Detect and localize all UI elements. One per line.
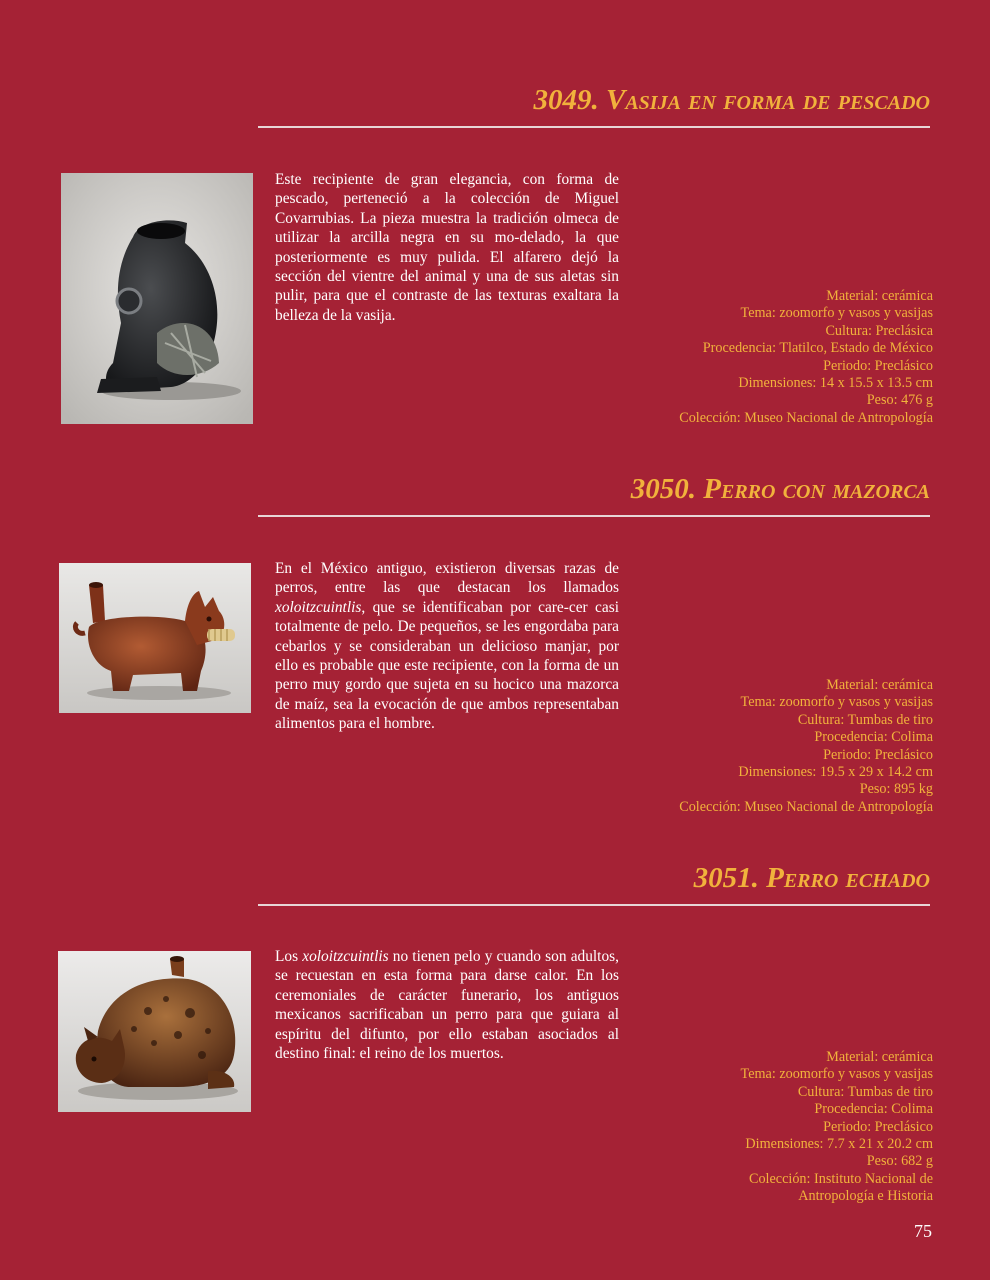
- meta-coleccion: Colección: Museo Nacional de Antropología: [679, 798, 933, 815]
- meta-dimensiones: Dimensiones: 19.5 x 29 x 14.2 cm: [738, 764, 933, 781]
- page-number: 75: [914, 1221, 932, 1241]
- desc-text-before: Los: [275, 948, 303, 965]
- entry-title: [631, 473, 930, 506]
- meta-periodo: Periodo: Preclásico: [823, 746, 933, 763]
- desc-text-after: , que se identificaban por care-cer casi totalmente de pelo. De pequeños, se les engordaba para cebarlos y se consideraban un delicioso manjar, por ello es probable que este recipiente, con la forma de un perro muy gordo que sujeta en su hocico una mazorca de maíz, sea la evocación de que ambos representaban alimentos para el hombre.: [275, 598, 619, 733]
- entry-description: [275, 559, 619, 734]
- title-divider: [258, 126, 930, 128]
- entry-title-first: P: [766, 862, 784, 894]
- entry-title: [694, 862, 930, 895]
- meta-procedencia: Procedencia: Tlatilco, Estado de México: [702, 340, 933, 357]
- meta-peso: Peso: 895 kg: [859, 781, 933, 798]
- meta-material: Material: cerámica: [826, 677, 933, 693]
- title-divider: [258, 904, 930, 906]
- meta-peso: Peso: 476 g: [866, 392, 933, 409]
- meta-peso: Peso: 682 g: [866, 1153, 933, 1170]
- desc-text-after: no tienen pelo y cuando son adultos, se recuestan en esta forma para darse calor. En los ceremoniales de carácter funerario, los antiguos mexicanos sacrificaban un perro para que guiara al espíritu del difunto, por ello estaban asociados al destino final: el reino de los muertos.: [275, 948, 619, 1063]
- dog-with-corn-photo: [59, 563, 251, 713]
- entry-metadata: [679, 288, 933, 427]
- meta-cultura: Cultura: Preclásica: [825, 322, 933, 339]
- meta-coleccion-cont: Antropología e Historia: [798, 1188, 933, 1205]
- dog-with-corn-icon: [59, 563, 251, 713]
- meta-coleccion: Colección: Instituto Nacional de: [749, 1170, 933, 1187]
- entry-description: [275, 947, 619, 1063]
- entry-number: 3050.: [630, 473, 697, 505]
- meta-periodo: Periodo: Preclásico: [823, 357, 933, 374]
- entry-number: 3051.: [693, 862, 759, 894]
- fish-vessel-photo: [61, 173, 253, 424]
- entry-metadata: [679, 677, 933, 816]
- desc-text-before: En el México antiguo, existieron diversas razas de perros, entre las que destacan los llamados: [275, 560, 619, 597]
- fish-vessel-icon: [61, 173, 253, 424]
- entry-title: [534, 84, 931, 117]
- entry-metadata: [741, 1049, 933, 1206]
- entry-title-rest: erro echado: [783, 862, 930, 894]
- meta-coleccion: Colección: Museo Nacional de Antropología: [679, 409, 933, 426]
- entry-title-first: V: [606, 84, 626, 116]
- meta-periodo: Periodo: Preclásico: [823, 1118, 933, 1135]
- lying-dog-photo: [58, 951, 251, 1112]
- desc-italic-term: xoloitzcuintlis: [302, 948, 389, 965]
- meta-tema: Tema: zoomorfo y vasos y vasijas: [740, 694, 933, 711]
- entry-title-rest: erro con mazorca: [721, 473, 930, 505]
- title-divider: [258, 515, 930, 517]
- desc-italic-term: xoloitzcuintlis: [275, 598, 362, 616]
- meta-tema: Tema: zoomorfo y vasos y vasijas: [740, 305, 933, 322]
- meta-procedencia: Procedencia: Colima: [814, 729, 933, 746]
- entry-number: 3049.: [533, 84, 599, 116]
- meta-material: Material: cerámica: [826, 1049, 933, 1065]
- meta-procedencia: Procedencia: Colima: [814, 1101, 933, 1118]
- entry-title-rest: asija en forma de pescado: [625, 84, 930, 116]
- lying-dog-icon: [58, 951, 251, 1112]
- meta-material: Material: cerámica: [826, 288, 933, 304]
- meta-cultura: Cultura: Tumbas de tiro: [797, 1083, 933, 1100]
- meta-dimensiones: Dimensiones: 7.7 x 21 x 20.2 cm: [745, 1136, 933, 1153]
- entry-description: Este recipiente de gran elegancia, con forma de pescado, perteneció a la colección de Miguel Covarrubias. La pieza muestra la tradición olmeca de utilizar la arcilla negra en su mo-delado, la que posteriormente es muy pulida. El alfarero dejó la sección del vientre del animal y una de sus aletas sin pulir, para que el contraste de las texturas exaltara la belleza de la vasija.: [275, 171, 619, 324]
- meta-tema: Tema: zoomorfo y vasos y vasijas: [740, 1066, 933, 1083]
- meta-cultura: Cultura: Tumbas de tiro: [797, 711, 933, 728]
- entry-title-first: P: [703, 473, 721, 505]
- meta-dimensiones: Dimensiones: 14 x 15.5 x 13.5 cm: [738, 375, 933, 392]
